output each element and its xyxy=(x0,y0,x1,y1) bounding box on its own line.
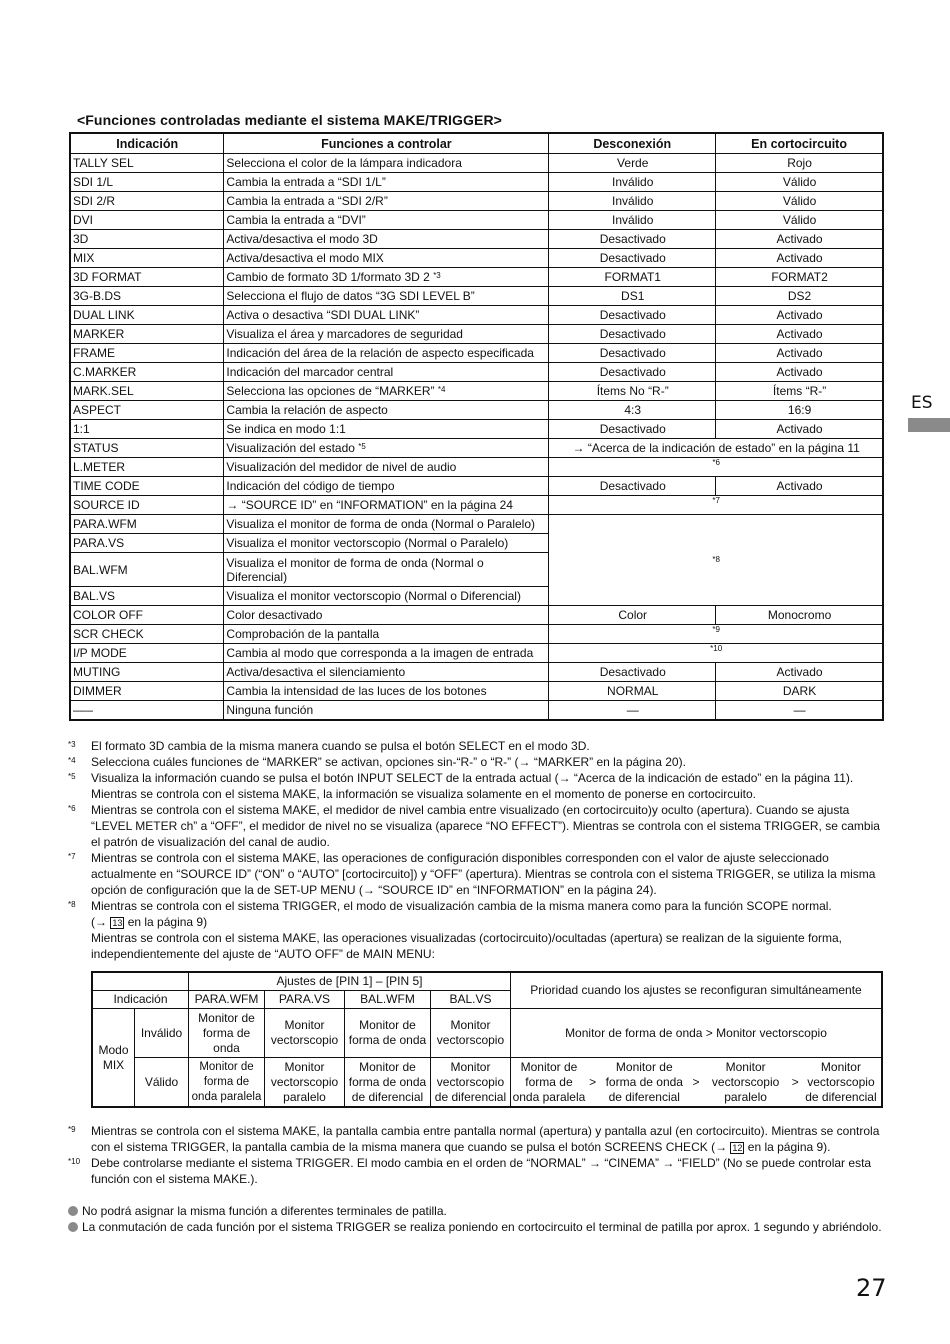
cell-merged: → “Acerca de la indicación de estado” en la página 11 xyxy=(549,439,883,458)
cell-desconexion: Inválido xyxy=(549,211,716,230)
footnote xyxy=(68,770,888,802)
footnote-mark: *10 xyxy=(68,1157,81,1166)
cell-cortocircuito: Activado xyxy=(716,344,883,363)
cell-desconexion: Inválido xyxy=(549,173,716,192)
cell-indicacion: SOURCE ID xyxy=(70,496,224,515)
table-row xyxy=(70,439,883,458)
table-row xyxy=(70,363,883,382)
col-para-vs: PARA.VS xyxy=(265,991,345,1009)
cell-desconexion: Desactivado xyxy=(549,249,716,268)
table-row xyxy=(70,192,883,211)
priority-item: Monitor de forma de onda de diferencial xyxy=(605,1059,683,1104)
cell-desconexion: Desactivado xyxy=(549,344,716,363)
table-row xyxy=(70,268,883,287)
cell-funcion-text: Se indica en modo 1:1 xyxy=(226,422,346,436)
cell-funcion: Visualiza el monitor de forma de onda (Normal o Diferencial) xyxy=(224,553,549,587)
ref-arrow: (→ xyxy=(91,915,107,929)
footnote-text: Debe controlarse mediante el sistema TRIGGER. El modo cambia en el orden de “NORMAL” → “CINEMA” → “FIELD” (No se puede controlar esta función con el sistema MAKE.). xyxy=(91,1156,872,1186)
gt-sign: > xyxy=(692,1074,700,1089)
footnote-text xyxy=(91,1123,888,1155)
cell-desconexion: Desactivado xyxy=(549,477,716,496)
cell-indicacion: TALLY SEL xyxy=(70,154,224,173)
cell-indicacion: BAL.WFM xyxy=(70,553,224,587)
footnote-text: Selecciona cuáles funciones de “MARKER” se activan, opciones sin-“R-” o “R-” (→ “MARKER” en la página 20). xyxy=(91,755,686,769)
cell-indicacion: L.METER xyxy=(70,458,224,477)
cell-funcion: Visualiza el monitor de forma de onda (Normal o Paralelo) xyxy=(224,515,549,534)
table-row xyxy=(70,625,883,644)
cell-desconexion: Desactivado xyxy=(549,230,716,249)
table-row xyxy=(70,344,883,363)
footnote xyxy=(68,754,888,770)
cell-desconexion: Desactivado xyxy=(549,325,716,344)
table-row xyxy=(70,458,883,477)
footnote-text: Mientras se controla con el sistema MAKE, las operaciones de configuración disponibles corresponden con el valor de ajuste seleccionado actualmente en “SOURCE ID” (“ON” o “AUTO” [cortocircuito]) y “OFF” (apertura). Mientras se controla con el sistema TRIGGER, se utiliza la misma opción de configuración que la de SET-UP MENU (→ “SOURCE ID” en “INFORMATION” en la página 24). xyxy=(91,851,876,897)
cell-funcion xyxy=(224,439,549,458)
cell-cortocircuito: Activado xyxy=(716,325,883,344)
table-row xyxy=(70,606,883,625)
functions-table xyxy=(69,132,884,721)
pin-header: Ajustes de [PIN 1] – [PIN 5] xyxy=(189,972,511,991)
page-number: 27 xyxy=(856,1274,887,1302)
table-row xyxy=(70,211,883,230)
col-bal-wfm: BAL.WFM xyxy=(344,991,430,1009)
header-indicacion: Indicación xyxy=(70,133,224,154)
valid-cell: Monitor de forma de onda de diferencial xyxy=(344,1058,430,1108)
cell-indicacion: DVI xyxy=(70,211,224,230)
invalid-cell: Monitor de forma de onda xyxy=(344,1009,430,1058)
gt-sign: > xyxy=(791,1074,799,1089)
cell-funcion-text: Cambia la relación de aspecto xyxy=(226,403,388,417)
table-row xyxy=(70,230,883,249)
cell-funcion xyxy=(224,173,549,192)
footnote xyxy=(68,802,888,850)
cell-funcion xyxy=(224,287,549,306)
cell-desconexion: DS1 xyxy=(549,287,716,306)
footnote-ref: *3 xyxy=(433,271,441,280)
cell-desconexion: Desactivado xyxy=(549,420,716,439)
cell-cortocircuito: FORMAT2 xyxy=(716,268,883,287)
cell-indicacion: SCR CHECK xyxy=(70,625,224,644)
footnote-mark: *3 xyxy=(68,740,76,749)
cell-desconexion: Color xyxy=(549,606,716,625)
table-row xyxy=(70,325,883,344)
bullet-icon xyxy=(68,1222,78,1232)
table-row xyxy=(70,701,883,721)
cell-funcion: Ninguna función xyxy=(224,701,549,721)
footnote-9-tail: en la página 9). xyxy=(747,1140,831,1154)
cell-cortocircuito: — xyxy=(716,701,883,721)
cell-funcion xyxy=(224,249,549,268)
bullet-text: La conmutación de cada función por el sistema TRIGGER se realiza poniendo en cortocircuito el terminal de patilla por aprox. 1 segundo y abriéndolo. xyxy=(82,1220,882,1234)
bullet-icon xyxy=(68,1206,78,1216)
header-desconexion: Desconexión xyxy=(549,133,716,154)
cell-funcion xyxy=(224,382,549,401)
col-bal-vs: BAL.VS xyxy=(430,991,510,1009)
footnote-text xyxy=(91,898,888,962)
cell-funcion-text: Activa/desactiva el modo MIX xyxy=(226,251,384,265)
invalid-priority: Monitor de forma de onda > Monitor vectorscopio xyxy=(510,1009,882,1058)
cell-cortocircuito: Monocromo xyxy=(716,606,883,625)
valid-cell: Monitor de forma de onda paralela xyxy=(189,1058,265,1108)
header-funciones: Funciones a controlar xyxy=(224,133,549,154)
bullet-text: No podrá asignar la misma función a diferentes terminales de patilla. xyxy=(82,1204,447,1218)
cell-indicacion: MARK.SEL xyxy=(70,382,224,401)
ref-text: en la página 9) xyxy=(127,915,208,929)
invalid-cell: Monitor vectorscopio xyxy=(265,1009,345,1058)
priority-sequence xyxy=(512,1060,880,1105)
cell-footnote: *9 xyxy=(549,625,883,644)
table-row xyxy=(70,496,883,515)
cell-funcion: Visualiza el monitor vectorscopio (Normal o Diferencial) xyxy=(224,587,549,606)
footnote-mark: *5 xyxy=(68,772,76,781)
table-row xyxy=(70,477,883,496)
table-row xyxy=(70,644,883,663)
table-row xyxy=(70,663,883,682)
cell-desconexion: Verde xyxy=(549,154,716,173)
table-row xyxy=(70,287,883,306)
gt-sign: > xyxy=(589,1074,597,1089)
cell-desconexion: Inválido xyxy=(549,192,716,211)
cell-funcion xyxy=(224,344,549,363)
invalid-cell: Monitor de forma de onda xyxy=(189,1009,265,1058)
invalid-row xyxy=(92,1009,882,1058)
bullet-notes xyxy=(68,1203,888,1235)
cell-funcion xyxy=(224,325,549,344)
cell-funcion-text: Cambia la entrada a “SDI 1/L” xyxy=(226,175,386,189)
priority-item: Monitor vectorscopio de diferencial xyxy=(805,1059,877,1104)
cell-funcion-text: Activa/desactiva el modo 3D xyxy=(226,232,378,246)
cell-indicacion: 3D FORMAT xyxy=(70,268,224,287)
cell-indicacion: MIX xyxy=(70,249,224,268)
cell-indicacion: COLOR OFF xyxy=(70,606,224,625)
header-cortocircuito: En cortocircuito xyxy=(716,133,883,154)
cell-funcion: Color desactivado xyxy=(224,606,549,625)
cell-indicacion: ––– xyxy=(70,701,224,721)
footnote-mark: *9 xyxy=(68,1125,76,1134)
footnote-8 xyxy=(68,898,888,962)
table-row xyxy=(70,306,883,325)
cell-funcion-text: Cambia la entrada a “SDI 2/R” xyxy=(226,194,388,208)
footnote-9-text: Mientras se controla con el sistema MAKE, la pantalla cambia entre pantalla normal (apertura) y pantalla azul (en cortocircuito). Mientras se controla con el sistema TRIGGER, la pantalla cambia de la misma manera que cuando se pulsa el botón SCREENS CHECK (→ xyxy=(91,1124,880,1154)
footnote-ref: *5 xyxy=(358,442,366,451)
cell-cortocircuito: Válido xyxy=(716,211,883,230)
footnote-ref: *4 xyxy=(437,385,446,394)
footnotes-bottom xyxy=(68,1123,888,1187)
footnote-mark: *8 xyxy=(68,900,76,909)
page-ref-box: 12 xyxy=(732,1143,743,1153)
cell-cortocircuito: Válido xyxy=(716,192,883,211)
cell-cortocircuito: 16:9 xyxy=(716,401,883,420)
table-row xyxy=(70,154,883,173)
cell-footnote: *10 xyxy=(549,644,883,663)
cell-funcion xyxy=(224,154,549,173)
cell-indicacion: PARA.WFM xyxy=(70,515,224,534)
footnote-mark: *7 xyxy=(68,852,76,861)
indicacion-header: Indicación xyxy=(92,991,189,1009)
cell-indicacion: SDI 1/L xyxy=(70,173,224,192)
priority-table xyxy=(91,971,883,1108)
cell-indicacion: 1:1 xyxy=(70,420,224,439)
footnote-10 xyxy=(68,1155,888,1187)
cell-indicacion: BAL.VS xyxy=(70,587,224,606)
cell-funcion: Indicación del código de tiempo xyxy=(224,477,549,496)
cell-cortocircuito: Activado xyxy=(716,306,883,325)
table-body-special xyxy=(70,439,883,721)
cell-desconexion: FORMAT1 xyxy=(549,268,716,287)
cell-funcion: Activa/desactiva el silenciamiento xyxy=(224,663,549,682)
cell-desconexion: Desactivado xyxy=(549,306,716,325)
cell-cortocircuito: Activado xyxy=(716,230,883,249)
footnote-8-line1: Mientras se controla con el sistema TRIGGER, el modo de visualización cambia de la misma manera como para la función SCOPE normal. xyxy=(91,899,832,913)
cell-indicacion: C.MARKER xyxy=(70,363,224,382)
bullet-item xyxy=(68,1203,888,1219)
cell-cortocircuito: Activado xyxy=(716,249,883,268)
cell-funcion xyxy=(224,211,549,230)
cell-funcion-text: Indicación del marcador central xyxy=(226,365,394,379)
valid-cell: Monitor vectorscopio paralelo xyxy=(265,1058,345,1108)
cell-desconexion: — xyxy=(549,701,716,721)
cell-desconexion: Desactivado xyxy=(549,663,716,682)
table-row xyxy=(70,173,883,192)
cell-funcion-text: Indicación del área de la relación de aspecto especificada xyxy=(226,346,534,360)
cell-cortocircuito: DS2 xyxy=(716,287,883,306)
priority-header-row xyxy=(92,972,882,991)
table-row xyxy=(70,382,883,401)
cell-funcion: Visualiza el monitor vectorscopio (Normal o Paralelo) xyxy=(224,534,549,553)
cell-indicacion: I/P MODE xyxy=(70,644,224,663)
cell-indicacion: DIMMER xyxy=(70,682,224,701)
cell-indicacion: DUAL LINK xyxy=(70,306,224,325)
cell-cortocircuito: DARK xyxy=(716,682,883,701)
cell-funcion xyxy=(224,306,549,325)
blank-cell xyxy=(92,972,189,991)
cell-footnote: *6 xyxy=(549,458,883,477)
cell-funcion xyxy=(224,420,549,439)
cell-funcion-text: Cambio de formato 3D 1/formato 3D 2 xyxy=(226,270,430,284)
valid-cell: Monitor vectorscopio de diferencial xyxy=(430,1058,510,1108)
footnote-text: Visualiza la información cuando se pulsa el botón INPUT SELECT de la entrada actual (→ “Acerca de la indicación de estado” en la página 11). Mientras se controla con el sistema MAKE, la información se visualiza solamente en el momento de ponerse en cortocircuito. xyxy=(91,771,854,801)
footnote-mark: *6 xyxy=(68,804,76,813)
cell-funcion: Comprobación de la pantalla xyxy=(224,625,549,644)
cell-desconexion: Ítems No “R-” xyxy=(549,382,716,401)
cell-funcion: Visualización del medidor de nivel de audio xyxy=(224,458,549,477)
table-header-row xyxy=(70,133,883,154)
cell-desconexion: NORMAL xyxy=(549,682,716,701)
cell-indicacion: FRAME xyxy=(70,344,224,363)
modo-mix-label: Modo MIX xyxy=(92,1009,135,1108)
cell-indicacion: MUTING xyxy=(70,663,224,682)
footnote-text: Mientras se controla con el sistema MAKE, el medidor de nivel cambia entre visualizado (en cortocircuito)y oculto (apertura). Cuando se ajusta “LEVEL METER ch” a “OFF”, el medidor de nivel no se visualiza (aparece “NO EFFECT”). Mientras se controla con el sistema TRIGGER, se cambia el patrón de visualización del canal de audio. xyxy=(91,803,880,849)
priority-item: Monitor de forma de onda paralela xyxy=(512,1059,586,1104)
cell-funcion: Cambia la intensidad de las luces de los botones xyxy=(224,682,549,701)
footnote-9 xyxy=(68,1123,888,1155)
table-row xyxy=(70,682,883,701)
cell-desconexion: Desactivado xyxy=(549,363,716,382)
cell-indicacion: SDI 2/R xyxy=(70,192,224,211)
cell-funcion-text: Selecciona el color de la lámpara indicadora xyxy=(226,156,462,170)
page-ref-box: 13 xyxy=(112,918,123,928)
invalid-cell: Monitor vectorscopio xyxy=(430,1009,510,1058)
footnotes xyxy=(68,738,888,962)
valid-priority xyxy=(510,1058,882,1108)
cell-indicacion: 3G-B.DS xyxy=(70,287,224,306)
cell-cortocircuito: Activado xyxy=(716,477,883,496)
cell-funcion: Cambia al modo que corresponda a la imagen de entrada xyxy=(224,644,549,663)
cell-funcion-text: Selecciona el flujo de datos “3G SDI LEVEL B” xyxy=(226,289,475,303)
language-tab-bar xyxy=(908,418,950,432)
cell-funcion xyxy=(224,401,549,420)
table-row xyxy=(70,401,883,420)
cell-funcion-text: Visualiza el área y marcadores de seguridad xyxy=(226,327,463,341)
cell-footnote: *8 xyxy=(549,515,883,606)
cell-desconexion: 4:3 xyxy=(549,401,716,420)
footnote-8-line2 xyxy=(91,914,888,930)
valid-row xyxy=(92,1058,882,1108)
cell-indicacion: 3D xyxy=(70,230,224,249)
cell-funcion-text: Visualización del estado xyxy=(226,441,355,455)
footnote xyxy=(68,738,888,754)
cell-indicacion: PARA.VS xyxy=(70,534,224,553)
cell-cortocircuito: Activado xyxy=(716,663,883,682)
col-para-wfm: PARA.WFM xyxy=(189,991,265,1009)
invalid-label: Inválido xyxy=(135,1009,189,1058)
cell-cortocircuito: Activado xyxy=(716,363,883,382)
cell-funcion xyxy=(224,363,549,382)
table-row xyxy=(70,249,883,268)
cell-funcion xyxy=(224,230,549,249)
cell-funcion-text: Selecciona las opciones de “MARKER” xyxy=(226,384,435,398)
cell-cortocircuito: Rojo xyxy=(716,154,883,173)
priority-item: Monitor vectorscopio paralelo xyxy=(711,1059,780,1104)
cell-indicacion: TIME CODE xyxy=(70,477,224,496)
cell-indicacion: ASPECT xyxy=(70,401,224,420)
cell-funcion xyxy=(224,192,549,211)
footnote-mark: *4 xyxy=(68,756,76,765)
cell-funcion-text: Cambia la entrada a “DVI” xyxy=(226,213,366,227)
cell-cortocircuito: Activado xyxy=(716,420,883,439)
cell-funcion: → “SOURCE ID” en “INFORMATION” en la página 24 xyxy=(224,496,549,515)
table-row xyxy=(70,420,883,439)
table-row xyxy=(70,515,883,534)
table-body xyxy=(70,154,883,439)
footnote-8-line3: Mientras se controla con el sistema MAKE, las operaciones visualizadas (cortocircuito)/ocultadas (apertura) se realizan de la siguiente forma, independientemente del ajuste de “AUTO OFF” de MAIN MENU: xyxy=(91,931,843,961)
cell-cortocircuito: Válido xyxy=(716,173,883,192)
section-title: <Funciones controladas mediante el sistema MAKE/TRIGGER> xyxy=(77,112,502,128)
language-tab-label: ES xyxy=(911,393,933,413)
cell-footnote: *7 xyxy=(549,496,883,515)
footnotes-list xyxy=(68,738,888,898)
bullet-item xyxy=(68,1219,888,1235)
cell-funcion-text: Activa o desactiva “SDI DUAL LINK” xyxy=(226,308,420,322)
valid-label: Válido xyxy=(135,1058,189,1108)
footnote-text: El formato 3D cambia de la misma manera cuando se pulsa el botón SELECT en el modo 3D. xyxy=(91,739,590,753)
cell-indicacion: MARKER xyxy=(70,325,224,344)
cell-cortocircuito: Ítems “R-” xyxy=(716,382,883,401)
priority-header: Prioridad cuando los ajustes se reconfiguran simultáneamente xyxy=(510,972,882,1009)
cell-funcion xyxy=(224,268,549,287)
footnote xyxy=(68,850,888,898)
cell-indicacion: STATUS xyxy=(70,439,224,458)
